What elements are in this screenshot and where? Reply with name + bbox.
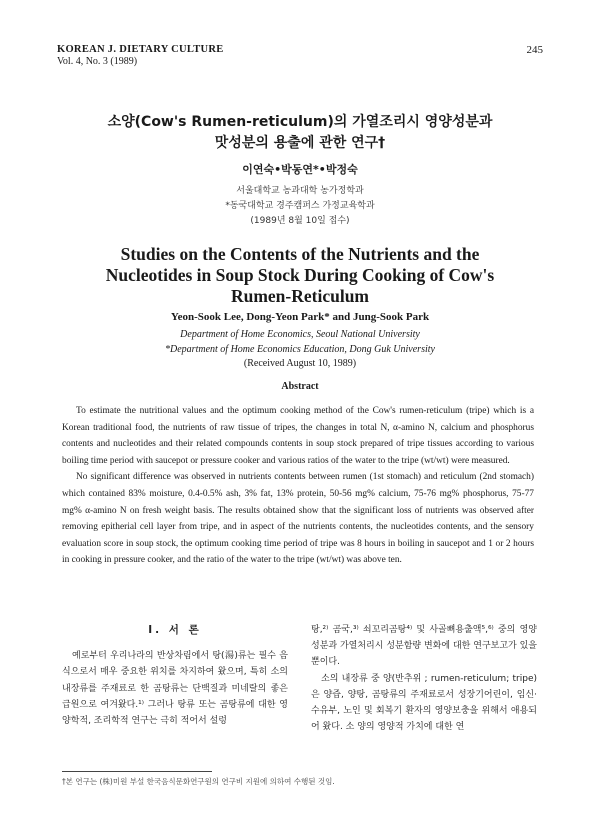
intro-heading: I. 서 론 [148,624,202,636]
intro-left-column [62,622,288,729]
english-title [0,244,600,307]
korean-affiliation-2: *동국대학교 경주캠퍼스 가정교육학과 [225,201,375,211]
abstract-paragraph-2: No significant difference was observed in nutrients contents between rumen (1st stomach) and reticulum (2nd stomach) which contained 83% moisture, 0.4-0.5% ash, 3% fat, 13% protein, 50-56 mg% calcium, 75-76 mg% phosphorus, 75-77 mg% α-amino N on fresh weight basis. The results obtained show that the significant loss of nutrients was observed after removing epitherial cell layer from tripe, and in aspect of the nutrients contents, the nucleotides contents, and the sensory evaluation score in soup stock, the optimum cooking time period of tripe was 8 hours in boiling in saucepot and 1 or 2 hours in cooking in pressure cooker, and the ratio of the water to the tripe (wt/wt) was above ten. [62,472,534,566]
intro-right-text-2: 소의 내장류 중 양(반추위 ; rumen-reticulum; tripe)은 양즙, 양탕, 곰탕류의 주재료로서 성장기어린이, 임신·수유부, 노인 및 회복기 환자의 영양보충을 위해서 애용되어 왔다. 소 양의 영양적 가치에 대한 연 [311,673,537,733]
english-authors: Yeon-Sook Lee, Dong-Yeon Park* and Jung-Sook Park [170,311,430,323]
journal-volume: Vol. 4, No. 3 (1989) [57,56,138,67]
korean-received-date: (1989년 8월 10일 접수) [250,216,350,226]
korean-title-line2: 맛성분의 용출에 관한 연구† [214,135,386,151]
journal-name: KOREAN J. DIETARY CULTURE [57,44,224,55]
english-title-line3: Rumen-Reticulum [230,286,370,306]
korean-authors: 이연숙•박동연*•박정숙 [242,163,358,176]
abstract-body [62,403,534,569]
korean-title-line1: 소양(Cow's Rumen-reticulum)의 가열조리시 영양성분과 [107,114,493,130]
footnote: †본 연구는 (株)미원 부설 한국음식문화연구원의 연구비 지원에 의하여 수행된 것임. [62,777,335,786]
intro-right-text-1: 탕,²⁾ 곰국,³⁾ 쇠꼬리곰탕⁴⁾ 및 사골뼈용출액⁵,⁶⁾ 중의 영양성분과 가열처리시 성분함량 변화에 대한 연구보고가 있을 뿐이다. [311,625,537,668]
english-affiliation-1: Department of Home Economics, Seoul National University [180,329,420,340]
page-number: 245 [526,44,543,56]
abstract-heading: Abstract [281,381,319,392]
english-received-date: (Received August 10, 1989) [243,358,357,369]
korean-affiliations [0,184,600,229]
footnote-divider [62,771,212,772]
intro-left-text: 예로부터 우리나라의 반상차림에서 탕(湯)류는 필수 음식으로서 매우 중요한 위치를 차지하여 왔으며, 특히 소의 내장류를 주재료로 한 곰탕류는 단백질과 미네랄의 좋은 급원으로 여겨왔다.¹⁾ 그러나 탕류 또는 곰탕류에 대한 영양학적, 조리학적 연구는 극히 적어서 설렁 [62,651,288,727]
korean-title [0,112,600,154]
korean-affiliation-1: 서울대학교 농과대학 농가정학과 [236,186,364,196]
english-title-line2: Nucleotides in Soup Stock During Cooking of Cow's [105,265,495,285]
journal-header [57,44,224,67]
english-affiliation-2: *Department of Home Economics Education, Dong Guk University [165,343,435,355]
abstract-paragraph-1: To estimate the nutritional values and the optimum cooking method of the Cow's rumen-reticulum (tripe) which is a Korean traditional food, the nutrients of raw tissue of tripes, the changes in total N, α-amino N, calcium and phosphorus contents and nucleotides and their related compounds contents in soup stock prepared of tripe tissues according to various boiling time period with saucepot or pressure cooker and various ratios of the water to the tripe (wt/wt) were measured. [62,406,534,466]
intro-right-column [311,622,537,735]
english-title-line1: Studies on the Contents of the Nutrients and the [120,244,480,264]
english-affiliations [0,328,600,372]
